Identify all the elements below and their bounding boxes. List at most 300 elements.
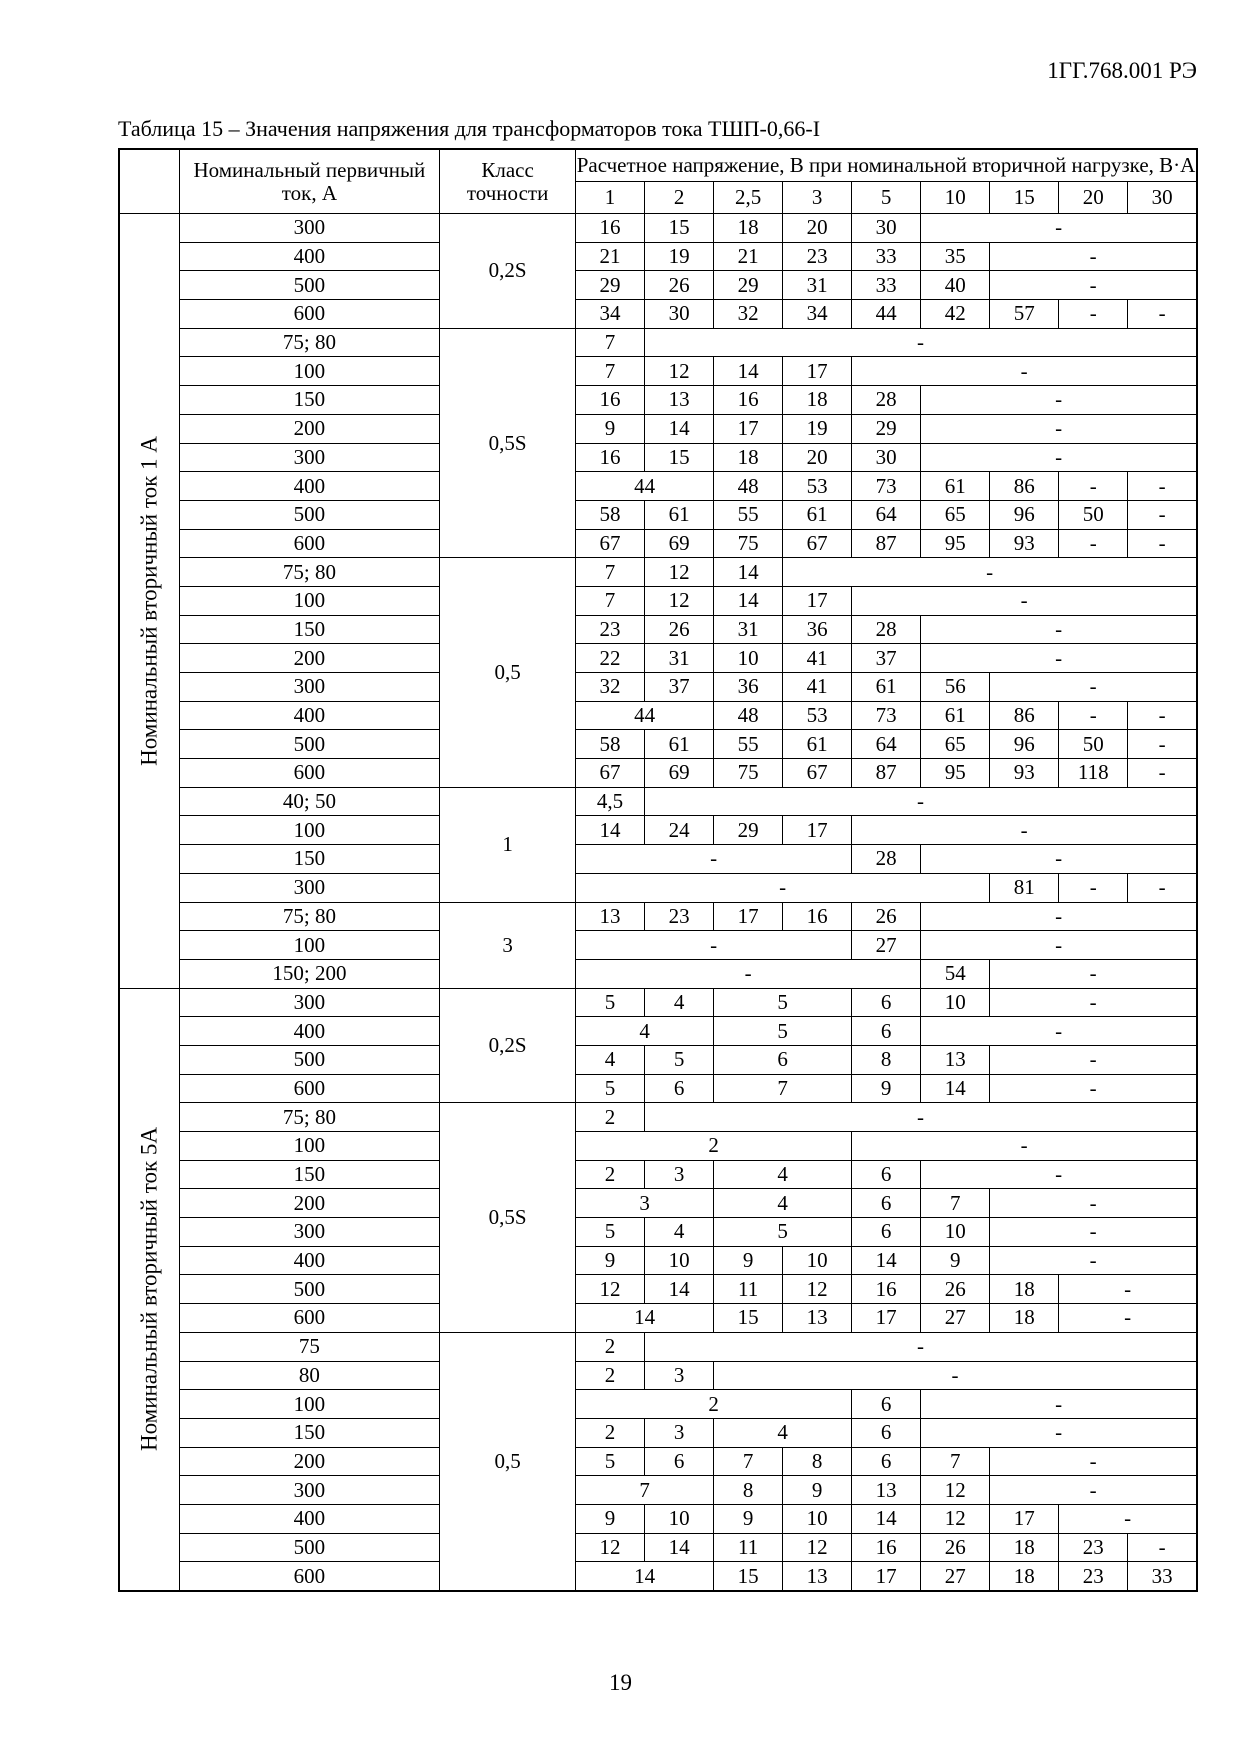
voltage-cell: 27 xyxy=(852,931,921,960)
voltage-cell: 36 xyxy=(783,615,852,644)
voltage-cell: 75 xyxy=(714,529,783,558)
voltage-cell: 12 xyxy=(645,357,714,386)
table-row xyxy=(119,558,1197,587)
voltage-cell: 17 xyxy=(783,586,852,615)
table-row xyxy=(119,931,1197,960)
voltage-cell: 12 xyxy=(576,1533,645,1562)
table-row xyxy=(119,816,1197,845)
voltage-cell: 34 xyxy=(576,300,645,329)
primary-current-cell: 100 xyxy=(179,1132,440,1161)
voltage-table xyxy=(118,148,1198,1592)
primary-current-cell: 400 xyxy=(179,1504,440,1533)
voltage-cell: - xyxy=(1128,873,1197,902)
voltage-cell: 4 xyxy=(714,1418,852,1447)
voltage-cell: 12 xyxy=(645,586,714,615)
voltage-cell: 6 xyxy=(714,1045,852,1074)
table-row xyxy=(119,1533,1197,1562)
voltage-cell: 44 xyxy=(576,701,714,730)
voltage-cell: 55 xyxy=(714,730,783,759)
voltage-cell: - xyxy=(921,443,1197,472)
voltage-cell: 5 xyxy=(576,1447,645,1476)
voltage-cell: 6 xyxy=(852,1218,921,1247)
voltage-cell: 55 xyxy=(714,500,783,529)
primary-current-cell: 400 xyxy=(179,701,440,730)
voltage-cell: - xyxy=(921,902,1197,931)
voltage-cell: 53 xyxy=(783,701,852,730)
voltage-cell: 118 xyxy=(1059,759,1128,788)
voltage-cell: - xyxy=(921,1017,1197,1046)
voltage-cell: - xyxy=(1059,529,1128,558)
header-group-corner xyxy=(119,149,179,214)
voltage-cell: 9 xyxy=(714,1246,783,1275)
document-code: 1ГГ.768.001 РЭ xyxy=(1047,58,1197,83)
voltage-cell: 3 xyxy=(645,1361,714,1390)
voltage-cell: 6 xyxy=(645,1447,714,1476)
voltage-cell: 14 xyxy=(576,1562,714,1591)
voltage-cell: - xyxy=(990,959,1197,988)
voltage-cell: 67 xyxy=(576,529,645,558)
voltage-cell: 9 xyxy=(852,1074,921,1103)
voltage-cell: - xyxy=(714,1361,1197,1390)
voltage-cell: 9 xyxy=(576,1246,645,1275)
voltage-cell: 2 xyxy=(576,1103,645,1132)
table-row xyxy=(119,414,1197,443)
primary-current-cell: 100 xyxy=(179,1390,440,1419)
voltage-cell: 48 xyxy=(714,701,783,730)
voltage-cell: 29 xyxy=(852,414,921,443)
table-row xyxy=(119,959,1197,988)
voltage-cell: - xyxy=(921,644,1197,673)
voltage-cell: - xyxy=(1128,472,1197,501)
voltage-cell: 2 xyxy=(576,1390,852,1419)
primary-current-cell: 600 xyxy=(179,1562,440,1591)
voltage-cell: - xyxy=(921,214,1197,243)
voltage-cell: 12 xyxy=(921,1476,990,1505)
voltage-cell: 17 xyxy=(714,902,783,931)
voltage-cell: - xyxy=(990,242,1197,271)
voltage-cell: 16 xyxy=(576,443,645,472)
voltage-cell: 23 xyxy=(1059,1533,1128,1562)
primary-current-cell: 300 xyxy=(179,1218,440,1247)
header-primary-current: Номинальный первичный ток, А xyxy=(179,149,440,214)
primary-current-cell: 100 xyxy=(179,931,440,960)
voltage-cell: 10 xyxy=(645,1504,714,1533)
primary-current-cell: 80 xyxy=(179,1361,440,1390)
voltage-cell: 15 xyxy=(645,443,714,472)
voltage-cell: 86 xyxy=(990,472,1059,501)
voltage-cell: 23 xyxy=(645,902,714,931)
table-row xyxy=(119,271,1197,300)
primary-current-cell: 75; 80 xyxy=(179,1103,440,1132)
primary-current-cell: 500 xyxy=(179,1533,440,1562)
voltage-cell: - xyxy=(1128,1533,1197,1562)
voltage-cell: 2 xyxy=(576,1132,852,1161)
accuracy-class-cell: 0,2S xyxy=(440,214,576,329)
voltage-cell: 8 xyxy=(714,1476,783,1505)
voltage-cell: 10 xyxy=(645,1246,714,1275)
voltage-cell: 6 xyxy=(852,1418,921,1447)
voltage-cell: 13 xyxy=(783,1304,852,1333)
voltage-cell: 3 xyxy=(645,1418,714,1447)
voltage-cell: - xyxy=(576,845,852,874)
voltage-cell: 4,5 xyxy=(576,787,645,816)
voltage-cell: 65 xyxy=(921,730,990,759)
voltage-cell: 31 xyxy=(783,271,852,300)
voltage-cell: - xyxy=(1059,1304,1197,1333)
voltage-cell: 5 xyxy=(645,1045,714,1074)
voltage-cell: 61 xyxy=(921,472,990,501)
header-load-cell: 10 xyxy=(921,182,990,214)
table-row xyxy=(119,1361,1197,1390)
voltage-cell: 16 xyxy=(852,1275,921,1304)
voltage-cell: 4 xyxy=(645,1218,714,1247)
voltage-cell: 17 xyxy=(852,1304,921,1333)
table-row xyxy=(119,529,1197,558)
voltage-cell: - xyxy=(1128,300,1197,329)
voltage-cell: 7 xyxy=(921,1447,990,1476)
table-caption: Таблица 15 – Значения напряжения для трансформаторов тока ТШП-0,66-I xyxy=(118,116,821,141)
primary-current-cell: 150 xyxy=(179,845,440,874)
voltage-cell: - xyxy=(1128,529,1197,558)
primary-current-cell: 500 xyxy=(179,730,440,759)
voltage-cell: 67 xyxy=(576,759,645,788)
voltage-cell: - xyxy=(783,558,1197,587)
primary-current-cell: 40; 50 xyxy=(179,787,440,816)
voltage-cell: 9 xyxy=(714,1504,783,1533)
voltage-cell: 17 xyxy=(783,357,852,386)
voltage-cell: 26 xyxy=(645,271,714,300)
voltage-cell: 16 xyxy=(576,386,645,415)
voltage-cell: 2 xyxy=(576,1361,645,1390)
table-row xyxy=(119,1074,1197,1103)
voltage-cell: 27 xyxy=(921,1304,990,1333)
voltage-cell: 9 xyxy=(921,1246,990,1275)
header-load-cell: 15 xyxy=(990,182,1059,214)
voltage-cell: - xyxy=(1059,472,1128,501)
primary-current-cell: 100 xyxy=(179,816,440,845)
table-row xyxy=(119,1447,1197,1476)
header-load-cell: 5 xyxy=(852,182,921,214)
voltage-cell: 14 xyxy=(576,816,645,845)
voltage-cell: 5 xyxy=(714,1218,852,1247)
voltage-cell: 44 xyxy=(576,472,714,501)
voltage-cell: 2 xyxy=(576,1332,645,1361)
voltage-cell: 13 xyxy=(783,1562,852,1591)
voltage-cell: 69 xyxy=(645,759,714,788)
voltage-cell: 4 xyxy=(645,988,714,1017)
voltage-cell: 12 xyxy=(783,1533,852,1562)
voltage-cell: 7 xyxy=(576,328,645,357)
voltage-cell: 28 xyxy=(852,386,921,415)
voltage-cell: 18 xyxy=(990,1304,1059,1333)
voltage-cell: 13 xyxy=(645,386,714,415)
voltage-cell: 14 xyxy=(852,1246,921,1275)
voltage-cell: 30 xyxy=(645,300,714,329)
secondary-current-label: Номинальный вторичный ток 5А xyxy=(136,1127,162,1452)
header-voltage: Расчетное напряжение, В при номинальной вторичной нагрузке, В·А xyxy=(576,149,1197,182)
voltage-cell: 7 xyxy=(576,1476,714,1505)
voltage-cell: 7 xyxy=(576,586,645,615)
voltage-cell: 26 xyxy=(645,615,714,644)
voltage-cell: - xyxy=(852,586,1197,615)
voltage-cell: 61 xyxy=(645,730,714,759)
table-row xyxy=(119,1275,1197,1304)
voltage-cell: - xyxy=(645,328,1197,357)
voltage-cell: 4 xyxy=(576,1045,645,1074)
voltage-cell: 26 xyxy=(921,1275,990,1304)
accuracy-class-cell: 0,2S xyxy=(440,988,576,1103)
voltage-cell: 24 xyxy=(645,816,714,845)
header-accuracy-class: Класс точности xyxy=(440,149,576,214)
primary-current-cell: 500 xyxy=(179,1045,440,1074)
voltage-cell: 61 xyxy=(852,673,921,702)
table-row xyxy=(119,1189,1197,1218)
header-load-cell: 2 xyxy=(645,182,714,214)
table-row xyxy=(119,586,1197,615)
voltage-cell: 81 xyxy=(990,873,1059,902)
voltage-cell: - xyxy=(921,1160,1197,1189)
table-row xyxy=(119,443,1197,472)
voltage-cell: 56 xyxy=(921,673,990,702)
table-row xyxy=(119,328,1197,357)
primary-current-cell: 75; 80 xyxy=(179,558,440,587)
voltage-cell: - xyxy=(1128,730,1197,759)
voltage-cell: 4 xyxy=(714,1189,852,1218)
table-row xyxy=(119,1476,1197,1505)
voltage-cell: - xyxy=(576,931,852,960)
voltage-cell: 11 xyxy=(714,1533,783,1562)
table-row xyxy=(119,357,1197,386)
voltage-cell: 61 xyxy=(921,701,990,730)
voltage-cell: 5 xyxy=(576,1218,645,1247)
table-row xyxy=(119,787,1197,816)
voltage-cell: - xyxy=(1059,1504,1197,1533)
voltage-cell: - xyxy=(990,1189,1197,1218)
voltage-cell: 29 xyxy=(576,271,645,300)
voltage-cell: - xyxy=(1128,500,1197,529)
accuracy-class-cell: 0,5S xyxy=(440,328,576,558)
primary-current-cell: 600 xyxy=(179,529,440,558)
voltage-cell: 14 xyxy=(714,586,783,615)
primary-current-cell: 100 xyxy=(179,357,440,386)
table-row xyxy=(119,1304,1197,1333)
voltage-cell: 35 xyxy=(921,242,990,271)
voltage-cell: 2 xyxy=(576,1418,645,1447)
primary-current-cell: 400 xyxy=(179,472,440,501)
voltage-cell: 41 xyxy=(783,673,852,702)
header-load-cell: 30 xyxy=(1128,182,1197,214)
primary-current-cell: 300 xyxy=(179,1476,440,1505)
voltage-cell: 33 xyxy=(1128,1562,1197,1591)
header-load-cell: 2,5 xyxy=(714,182,783,214)
primary-current-cell: 600 xyxy=(179,1304,440,1333)
voltage-cell: 73 xyxy=(852,472,921,501)
voltage-cell: 53 xyxy=(783,472,852,501)
table-row xyxy=(119,873,1197,902)
voltage-cell: 22 xyxy=(576,644,645,673)
voltage-cell: 8 xyxy=(852,1045,921,1074)
voltage-cell: 19 xyxy=(645,242,714,271)
primary-current-cell: 600 xyxy=(179,759,440,788)
table-row xyxy=(119,1562,1197,1591)
primary-current-cell: 200 xyxy=(179,1189,440,1218)
table-row xyxy=(119,1103,1197,1132)
voltage-cell: - xyxy=(990,1074,1197,1103)
voltage-cell: - xyxy=(576,959,921,988)
voltage-cell: 10 xyxy=(783,1246,852,1275)
voltage-cell: 19 xyxy=(783,414,852,443)
voltage-cell: 6 xyxy=(645,1074,714,1103)
voltage-cell: 14 xyxy=(921,1074,990,1103)
voltage-cell: - xyxy=(1059,300,1128,329)
secondary-current-group-cell xyxy=(119,214,179,989)
voltage-cell: 33 xyxy=(852,242,921,271)
table-row xyxy=(119,1160,1197,1189)
secondary-current-group-cell xyxy=(119,988,179,1591)
voltage-cell: 3 xyxy=(576,1189,714,1218)
voltage-cell: - xyxy=(990,271,1197,300)
voltage-cell: 15 xyxy=(645,214,714,243)
voltage-cell: 37 xyxy=(852,644,921,673)
primary-current-cell: 600 xyxy=(179,300,440,329)
voltage-cell: - xyxy=(990,1476,1197,1505)
voltage-cell: 5 xyxy=(576,1074,645,1103)
primary-current-cell: 300 xyxy=(179,214,440,243)
primary-current-cell: 200 xyxy=(179,644,440,673)
table-row xyxy=(119,1246,1197,1275)
header-load-cell: 20 xyxy=(1059,182,1128,214)
voltage-cell: 6 xyxy=(852,1189,921,1218)
voltage-cell: 21 xyxy=(714,242,783,271)
voltage-cell: 12 xyxy=(576,1275,645,1304)
voltage-cell: 64 xyxy=(852,500,921,529)
voltage-cell: 48 xyxy=(714,472,783,501)
header-load-cell: 1 xyxy=(576,182,645,214)
table-body xyxy=(119,214,1197,1592)
primary-current-cell: 600 xyxy=(179,1074,440,1103)
voltage-cell: 6 xyxy=(852,1390,921,1419)
voltage-cell: - xyxy=(990,1447,1197,1476)
voltage-cell: 30 xyxy=(852,214,921,243)
voltage-cell: 10 xyxy=(921,1218,990,1247)
voltage-cell: 12 xyxy=(783,1275,852,1304)
table-row xyxy=(119,902,1197,931)
voltage-cell: 20 xyxy=(783,214,852,243)
accuracy-class-cell: 0,5 xyxy=(440,1332,576,1591)
voltage-cell: - xyxy=(1059,873,1128,902)
voltage-cell: 12 xyxy=(921,1504,990,1533)
voltage-cell: - xyxy=(990,1218,1197,1247)
voltage-cell: 50 xyxy=(1059,730,1128,759)
voltage-cell: 14 xyxy=(645,414,714,443)
table-header xyxy=(119,149,1197,214)
table-row xyxy=(119,701,1197,730)
table-row xyxy=(119,644,1197,673)
voltage-cell: 16 xyxy=(783,902,852,931)
voltage-cell: 9 xyxy=(576,1504,645,1533)
table-row xyxy=(119,214,1197,243)
voltage-cell: 18 xyxy=(990,1275,1059,1304)
page-number: 19 xyxy=(609,1670,632,1695)
voltage-cell: 6 xyxy=(852,1160,921,1189)
table-row xyxy=(119,1218,1197,1247)
voltage-cell: 23 xyxy=(576,615,645,644)
voltage-cell: - xyxy=(852,1132,1197,1161)
voltage-cell: 5 xyxy=(576,988,645,1017)
table-row xyxy=(119,759,1197,788)
voltage-cell: 61 xyxy=(783,500,852,529)
voltage-cell: - xyxy=(645,1332,1197,1361)
primary-current-cell: 300 xyxy=(179,443,440,472)
voltage-cell: 87 xyxy=(852,759,921,788)
voltage-cell: 28 xyxy=(852,615,921,644)
voltage-cell: 14 xyxy=(714,558,783,587)
voltage-cell: - xyxy=(990,1246,1197,1275)
voltage-cell: - xyxy=(852,816,1197,845)
primary-current-cell: 150 xyxy=(179,1160,440,1189)
voltage-cell: 67 xyxy=(783,759,852,788)
table-row xyxy=(119,242,1197,271)
table-row xyxy=(119,845,1197,874)
primary-current-cell: 100 xyxy=(179,586,440,615)
table-row xyxy=(119,673,1197,702)
voltage-cell: 7 xyxy=(576,357,645,386)
voltage-cell: 58 xyxy=(576,500,645,529)
voltage-cell: 61 xyxy=(783,730,852,759)
voltage-cell: 9 xyxy=(576,414,645,443)
voltage-cell: 65 xyxy=(921,500,990,529)
voltage-cell: 4 xyxy=(714,1160,852,1189)
voltage-cell: - xyxy=(1059,701,1128,730)
voltage-cell: - xyxy=(921,1418,1197,1447)
voltage-cell: 41 xyxy=(783,644,852,673)
voltage-cell: 44 xyxy=(852,300,921,329)
accuracy-class-cell: 0,5S xyxy=(440,1103,576,1333)
voltage-cell: 93 xyxy=(990,529,1059,558)
table-row xyxy=(119,1418,1197,1447)
voltage-cell: - xyxy=(576,873,990,902)
primary-current-cell: 400 xyxy=(179,1246,440,1275)
voltage-cell: 9 xyxy=(783,1476,852,1505)
table-row xyxy=(119,1504,1197,1533)
voltage-cell: 21 xyxy=(576,242,645,271)
voltage-cell: 14 xyxy=(852,1504,921,1533)
table-row xyxy=(119,1332,1197,1361)
primary-current-cell: 75 xyxy=(179,1332,440,1361)
voltage-cell: 18 xyxy=(990,1533,1059,1562)
voltage-cell: - xyxy=(1128,759,1197,788)
secondary-current-label: Номинальный вторичный ток 1 А xyxy=(136,435,162,766)
voltage-cell: 14 xyxy=(645,1533,714,1562)
voltage-cell: 10 xyxy=(921,988,990,1017)
accuracy-class-cell: 1 xyxy=(440,787,576,902)
voltage-cell: 61 xyxy=(645,500,714,529)
voltage-cell: 7 xyxy=(714,1447,783,1476)
voltage-cell: 33 xyxy=(852,271,921,300)
primary-current-cell: 200 xyxy=(179,1447,440,1476)
table-row xyxy=(119,1017,1197,1046)
voltage-cell: 23 xyxy=(783,242,852,271)
voltage-cell: 95 xyxy=(921,759,990,788)
voltage-cell: - xyxy=(990,1045,1197,1074)
primary-current-cell: 75; 80 xyxy=(179,328,440,357)
accuracy-class-cell: 3 xyxy=(440,902,576,988)
voltage-cell: 54 xyxy=(921,959,990,988)
voltage-cell: 13 xyxy=(852,1476,921,1505)
voltage-cell: 18 xyxy=(783,386,852,415)
table-row xyxy=(119,472,1197,501)
accuracy-class-cell: 0,5 xyxy=(440,558,576,788)
